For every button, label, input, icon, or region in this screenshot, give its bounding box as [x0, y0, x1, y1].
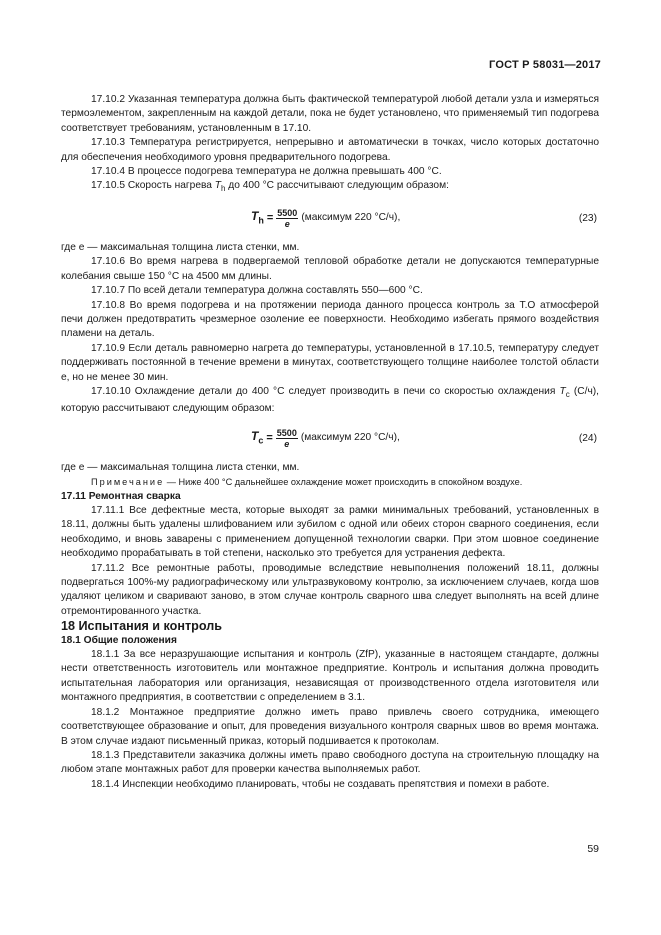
paragraph-17-10-2: 17.10.2 Указанная температура должна быть фактической температурой любой детали узла и измеряться термоэлементом, закрепленным на каждой детали, пока не будет установлено, что применяемый тип подогрева соответствует требованиям, установленным в 17.10.: [61, 94, 599, 134]
formula-23: $T_h$ = $\frac{5500}{e}$ (максимум 220 °С/ч), (23): [251, 207, 597, 229]
document-body: [61, 93, 599, 792]
page-number: 59: [587, 843, 599, 855]
formula-number: (24): [578, 432, 597, 444]
formula-where-2: где е — максимальная толщина листа стенки, мм.: [61, 461, 300, 473]
paragraph-18-1-3: 18.1.3 Представители заказчика должны иметь право свободного доступа на строительную площадку на любом этапе монтажных работ для проверки качества выполняемых работ.: [61, 749, 599, 776]
paragraph-17-10-9: 17.10.9 Если деталь равномерно нагрета до температуры, установленной в 17.10.5, температуру следует поддерживать постоянной в течение времени в минутах, соответствующего толщине наиболее толстой области е, но не менее 30 мин.: [61, 342, 599, 383]
paragraph-17-10-6: 17.10.6 Во время нагрева в подвергаемой тепловой обработке детали не допускаются температурные колебания свыше 150 °С на 4500 мм длины.: [61, 256, 599, 282]
paragraph-17-10-3: 17.10.3 Температура регистрируется, непрерывно и автоматически в точках, число которых достаточно для обеспечения необходимого уровня предварительного подогрева.: [61, 137, 599, 163]
paragraph-17-11-1: 17.11.1 Все дефектные места, которые выходят за рамки минимальных требований, установленных в 18.11, должны быть удалены шлифованием или зубилом с одной или обеих сторон сварного соединения, если необходимо, и вновь заварены с применением допущенной технологии сварки. При этом шовное соединение необходимо прорабатывать в той степени, насколько это требуется для устранения дефекта.: [61, 505, 599, 560]
note-label: Примечание: [91, 477, 165, 488]
paragraph-17-10-10: 17.10.10 Охлаждение детали до 400 °С следует производить в печи со скоростью охлаждения $T_c$ (С/ч), которую рассчитывают следующим образом:: [61, 385, 599, 415]
paragraph-17-10-8: 17.10.8 Во время подогрева и на протяжении периода данного процесса контроль за Т.О атмосферой печи должен предотвратить чрезмерное озоление ее поверхности. Необходимо избегать прямого воздействия пламени на деталь.: [61, 299, 599, 340]
formula-constraint: (максимум 220 °С/ч),: [301, 212, 401, 224]
formula-lhs: $T_c$: [251, 428, 264, 446]
formula-constraint: (максимум 220 °С/ч),: [300, 432, 400, 444]
paragraph-17-10-7: 17.10.7 По всей детали температура должна составлять 550—600 °С.: [91, 285, 423, 297]
formula-number: (23): [578, 212, 597, 224]
note-text: — Ниже 400 °С дальнейшее охлаждение может происходить в спокойном воздухе.: [164, 477, 523, 488]
section-heading-17-11: 17.11 Ремонтная сварка: [61, 490, 181, 502]
formula-fraction: $\frac{5500}{e}$: [277, 207, 298, 229]
paragraph-17-11-2: 17.11.2 Все ремонтные работы, проводимые вследствие невыполнения положений 18.11, должны подвергаться 100%-му радиографическому или ультразвуковому контролю, за исключением случаев, когда шов удаляют целиком и сваривают заново, в этом случае контроль сварного шва следует выполнять на всей длине отремонтированного участка.: [61, 562, 599, 617]
paragraph-18-1-4: 18.1.4 Инспекции необходимо планировать, чтобы не создавать препятствия и помехи в работе.: [91, 778, 550, 790]
note: [61, 475, 599, 489]
paragraph-18-1-2: 18.1.2 Монтажное предприятие должно иметь право привлечь своего сотрудника, имеющего соответствующее образование и опыт, для проведения визуального контроля сварных швов во время монтажа. В этом случае издают письменный приказ, который подшивается к протоколам.: [61, 706, 599, 747]
formula-fraction: $\frac{5500}{e}$: [276, 427, 297, 449]
formula-24: $T_c$ = $\frac{5500}{e}$ (максимум 220 °С/ч), (24): [251, 427, 597, 449]
document-code: ГОСТ Р 58031—2017: [489, 59, 601, 71]
section-heading-18-1: 18.1 Общие положения: [61, 634, 177, 646]
formula-lhs: $T_h$: [251, 208, 264, 226]
paragraph-17-10-5: 17.10.5 Скорость нагрева $T_h$ до 400 °С рассчитывают следующим образом:: [91, 180, 449, 194]
formula-where-1: где е — максимальная толщина листа стенки, мм.: [61, 241, 300, 253]
paragraph-18-1-1: 18.1.1 За все неразрушающие испытания и контроль (ZfP), указанные в настоящем стандарте, должны нести ответственность изготовитель или монтажное предприятие. Контроль и испытания должна проводить испытательная лаборатория или организация, независящая от производственного отдела изготовителя или монтажного предприятия, в соответствии с определением в 3.1.: [61, 649, 599, 704]
paragraph-17-10-4: 17.10.4 В процессе подогрева температура не должна превышать 400 °С.: [91, 166, 442, 178]
section-heading-18: 18 Испытания и контроль: [61, 619, 222, 634]
